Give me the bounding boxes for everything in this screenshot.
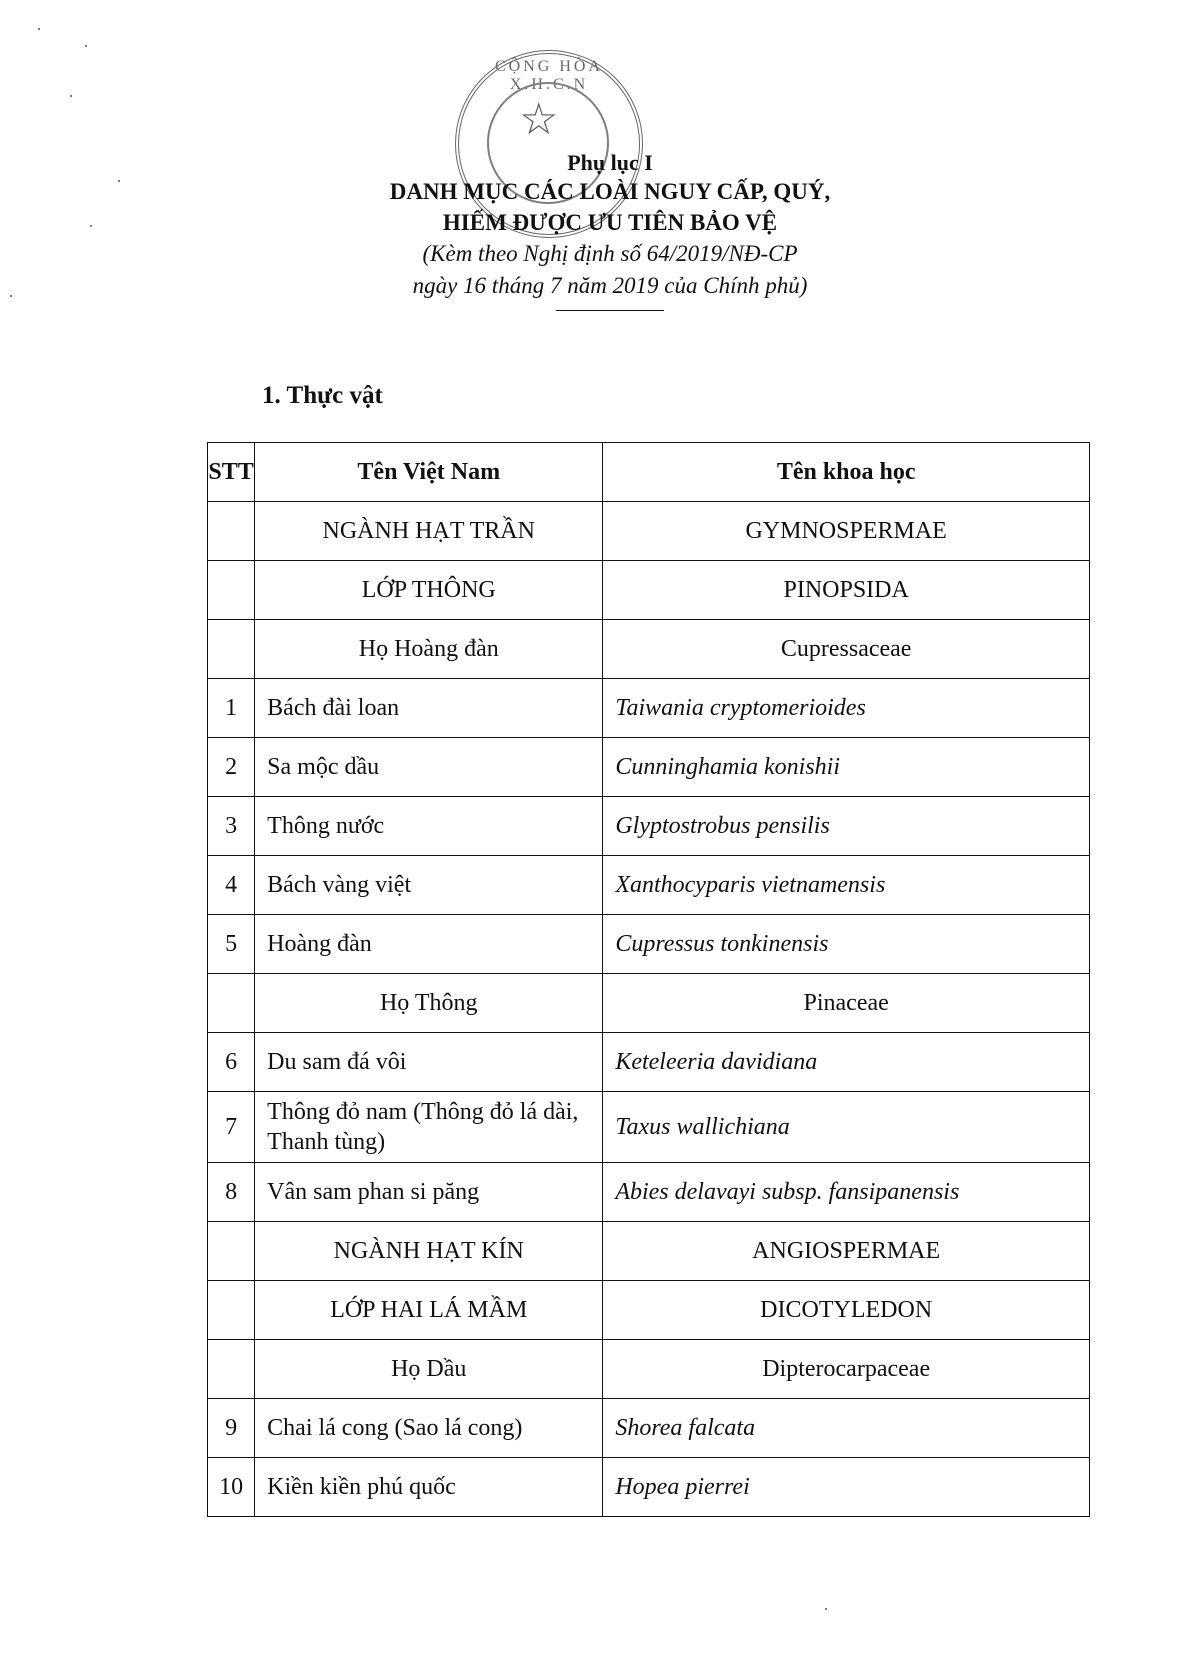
seal-text: CỘNG HÒA X.H.C.N xyxy=(495,58,603,93)
scientific-name-cell: Glyptostrobus pensilis xyxy=(603,797,1090,856)
stt-cell xyxy=(208,561,255,620)
scan-speck xyxy=(118,180,120,182)
vietnamese-name-cell: Chai lá cong (Sao lá cong) xyxy=(255,1399,603,1458)
vietnamese-name-cell: Du sam đá vôi xyxy=(255,1033,603,1092)
vietnamese-name-cell: Hoàng đàn xyxy=(255,915,603,974)
stt-cell: 9 xyxy=(208,1399,255,1458)
header-scientific-name: Tên khoa học xyxy=(603,443,1090,502)
species-row xyxy=(208,1458,1090,1517)
taxon-group-row xyxy=(208,1340,1090,1399)
stt-cell: 3 xyxy=(208,797,255,856)
scientific-name-cell: Cunninghamia konishii xyxy=(603,738,1090,797)
stt-cell xyxy=(208,1222,255,1281)
species-row xyxy=(208,915,1090,974)
stt-cell: 2 xyxy=(208,738,255,797)
header-divider xyxy=(556,310,664,311)
taxon-group-row xyxy=(208,1222,1090,1281)
vietnamese-name-cell: Bách đài loan xyxy=(255,679,603,738)
scientific-name-cell: Shorea falcata xyxy=(603,1399,1090,1458)
vietnamese-name-cell: Vân sam phan si păng xyxy=(255,1163,603,1222)
vietnamese-name-cell: Kiền kiền phú quốc xyxy=(255,1458,603,1517)
stt-cell: 8 xyxy=(208,1163,255,1222)
taxon-group-row xyxy=(208,1281,1090,1340)
stt-cell: 10 xyxy=(208,1458,255,1517)
scan-speck xyxy=(85,45,87,47)
appendix-label: Phụ lục I xyxy=(567,150,653,175)
species-row xyxy=(208,738,1090,797)
species-row xyxy=(208,1163,1090,1222)
vietnamese-name-cell: Thông nước xyxy=(255,797,603,856)
scientific-name-cell: Taxus wallichiana xyxy=(603,1092,1090,1163)
vietnamese-name-cell: Bách vàng việt xyxy=(255,856,603,915)
vietnamese-name-cell: Sa mộc dầu xyxy=(255,738,603,797)
vietnamese-name-cell: LỚP THÔNG xyxy=(255,561,603,620)
vietnamese-name-cell: Họ Dầu xyxy=(255,1340,603,1399)
document-title-line2: HIẾM ĐƯỢC ƯU TIÊN BẢO VỆ xyxy=(442,210,778,235)
stt-cell xyxy=(208,620,255,679)
document-title-line1: DANH MỤC CÁC LOÀI NGUY CẤP, QUÝ, xyxy=(389,179,831,204)
scientific-name-cell: GYMNOSPERMAE xyxy=(603,502,1090,561)
stt-cell: 4 xyxy=(208,856,255,915)
vietnamese-name-cell: LỚP HAI LÁ MẦM xyxy=(255,1281,603,1340)
stt-cell xyxy=(208,974,255,1033)
header-stt: STT xyxy=(208,443,255,502)
scientific-name-cell: Pinaceae xyxy=(603,974,1090,1033)
document-subtitle-line2: ngày 16 tháng 7 năm 2019 của Chính phủ) xyxy=(412,273,808,298)
taxon-group-row xyxy=(208,561,1090,620)
species-row xyxy=(208,856,1090,915)
taxon-group-row xyxy=(208,620,1090,679)
taxon-group-row xyxy=(208,974,1090,1033)
section-title: 1. Thực vật xyxy=(262,382,383,409)
vietnamese-name-cell: Họ Thông xyxy=(255,974,603,1033)
vietnamese-name-cell: NGÀNH HẠT KÍN xyxy=(255,1222,603,1281)
species-table xyxy=(207,442,1090,1517)
scientific-name-cell: DICOTYLEDON xyxy=(603,1281,1090,1340)
scientific-name-cell: Cupressus tonkinensis xyxy=(603,915,1090,974)
scientific-name-cell: ANGIOSPERMAE xyxy=(603,1222,1090,1281)
taxon-group-row xyxy=(208,502,1090,561)
scientific-name-cell: Xanthocyparis vietnamensis xyxy=(603,856,1090,915)
document-header xyxy=(330,150,890,311)
stt-cell xyxy=(208,1281,255,1340)
stt-cell: 1 xyxy=(208,679,255,738)
scan-speck xyxy=(825,1608,827,1610)
scientific-name-cell: Abies delavayi subsp. fansipanensis xyxy=(603,1163,1090,1222)
scan-speck xyxy=(70,95,72,97)
species-row xyxy=(208,797,1090,856)
stt-cell: 6 xyxy=(208,1033,255,1092)
scientific-name-cell: Hopea pierrei xyxy=(603,1458,1090,1517)
scientific-name-cell: Taiwania cryptomerioides xyxy=(603,679,1090,738)
species-row xyxy=(208,679,1090,738)
vietnamese-name-cell: Thông đỏ nam (Thông đỏ lá dài, Thanh tùng) xyxy=(255,1092,603,1163)
stt-cell xyxy=(208,502,255,561)
species-row xyxy=(208,1399,1090,1458)
scan-speck xyxy=(38,28,40,30)
star-icon: ☆ xyxy=(519,95,559,144)
vietnamese-name-cell: NGÀNH HẠT TRẦN xyxy=(255,502,603,561)
stt-cell: 7 xyxy=(208,1092,255,1163)
header-vietnamese-name: Tên Việt Nam xyxy=(255,443,603,502)
scientific-name-cell: Cupressaceae xyxy=(603,620,1090,679)
species-row xyxy=(208,1092,1090,1163)
vietnamese-name-cell: Họ Hoàng đàn xyxy=(255,620,603,679)
scan-speck xyxy=(10,295,12,297)
document-subtitle-line1: (Kèm theo Nghị định số 64/2019/NĐ-CP xyxy=(422,241,798,266)
table-header-row xyxy=(208,443,1090,502)
stt-cell: 5 xyxy=(208,915,255,974)
scientific-name-cell: PINOPSIDA xyxy=(603,561,1090,620)
scientific-name-cell: Dipterocarpaceae xyxy=(603,1340,1090,1399)
table-body xyxy=(208,502,1090,1517)
scientific-name-cell: Keteleeria davidiana xyxy=(603,1033,1090,1092)
species-row xyxy=(208,1033,1090,1092)
stt-cell xyxy=(208,1340,255,1399)
scan-speck xyxy=(90,225,92,227)
